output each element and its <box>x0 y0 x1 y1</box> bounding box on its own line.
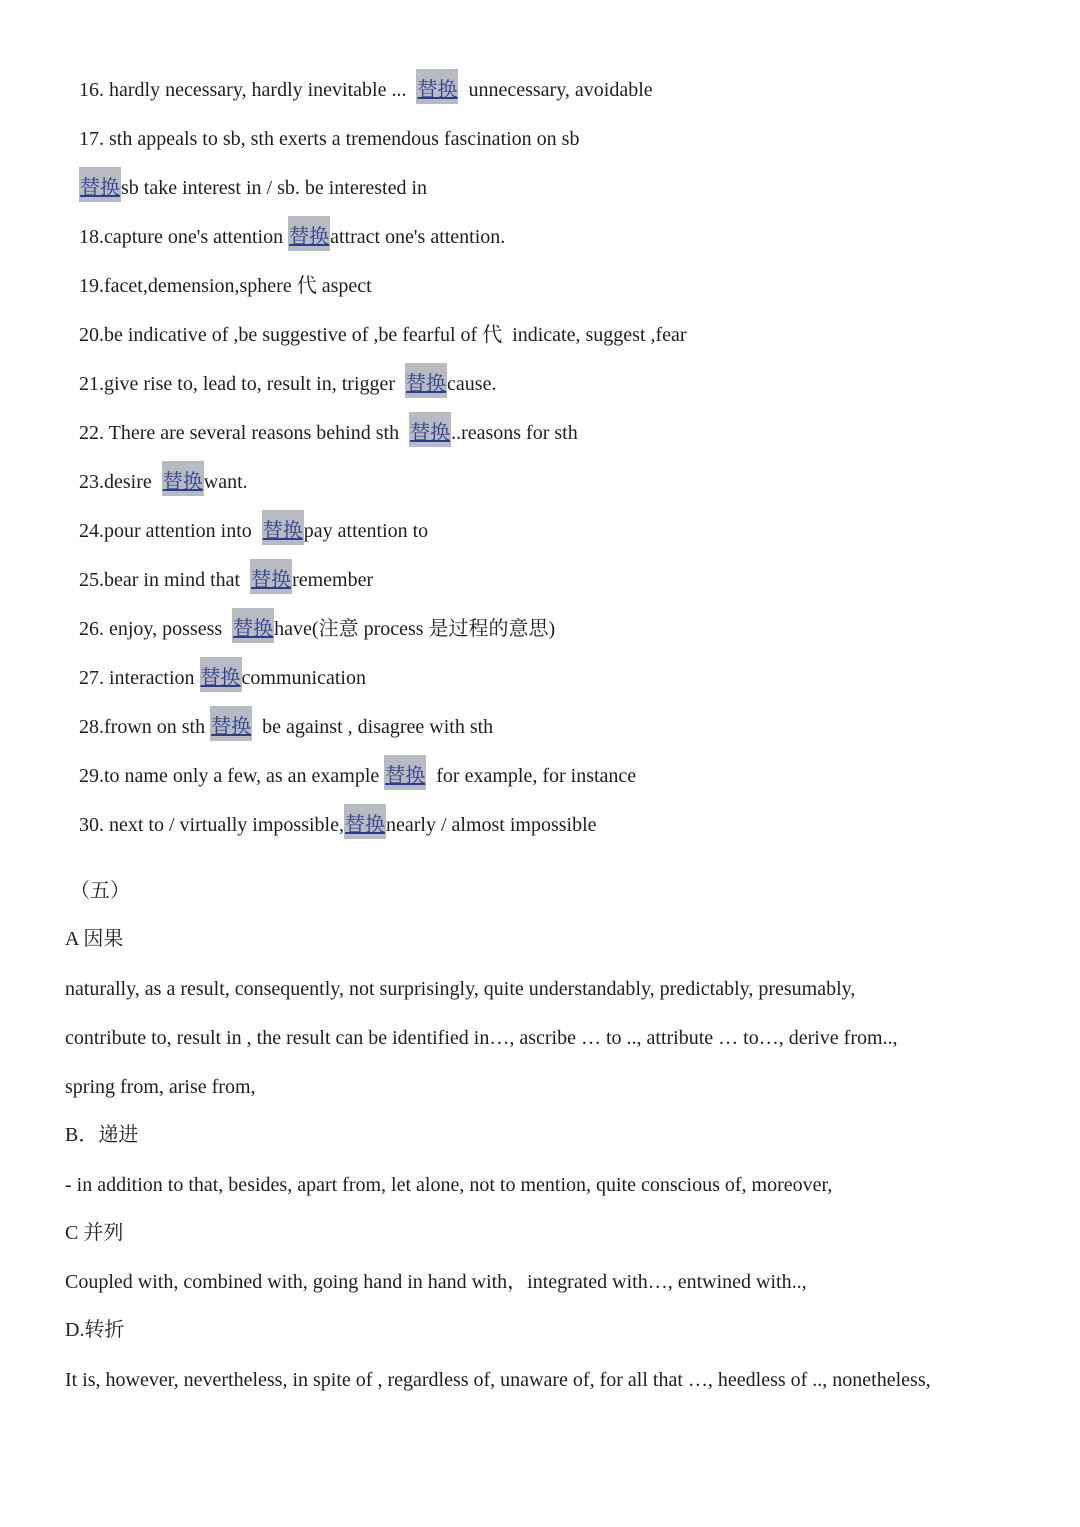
replace-tag: 替换 <box>344 804 386 839</box>
item-19 <box>79 274 372 298</box>
item-text: unnecessary, avoidable <box>458 79 653 101</box>
item-17-replacement <box>79 176 427 202</box>
item-text: communication <box>241 667 366 689</box>
d-line-1: It is, however, nevertheless, in spite of , regardless of, unaware of, for all that …, heedless of .., nonetheless, <box>65 1369 931 1391</box>
item-text: 26. enjoy, possess <box>79 618 233 640</box>
a-line-1: naturally, as a result, consequently, not surprisingly, quite understandably, predictably, presumably, <box>65 978 856 1000</box>
item-30 <box>79 813 597 839</box>
item-22 <box>79 421 578 447</box>
item-text: 25.bear in mind that <box>79 569 251 591</box>
item-text: 23.desire <box>79 471 162 493</box>
item-17 <box>79 127 579 151</box>
replace-tag: 替换 <box>262 510 304 545</box>
item-text: 27. interaction <box>79 667 200 689</box>
item-text: 22. There are several reasons behind sth <box>79 422 410 444</box>
item-text: want. <box>203 471 248 493</box>
item-25 <box>79 568 373 594</box>
item-text: have(注意 process 是过程的意思) <box>274 618 556 640</box>
item-text: ..reasons for sth <box>451 422 578 444</box>
item-text: attract one's attention. <box>330 226 506 248</box>
item-text: nearly / almost impossible <box>385 814 597 836</box>
item-text: sb take interest in / sb. be interested in <box>121 177 428 199</box>
item-text: 16. hardly necessary, hardly inevitable ... <box>79 79 417 101</box>
replace-tag: 替换 <box>405 363 447 398</box>
item-text: pay attention to <box>303 520 429 542</box>
item-text: cause. <box>447 373 497 395</box>
item-text: 18.capture one's attention <box>79 226 289 248</box>
replace-tag: 替换 <box>200 657 242 692</box>
replace-tag: 替换 <box>162 461 204 496</box>
c-line-1: Coupled with, combined with, going hand in hand with，integrated with…, entwined with.., <box>65 1271 807 1293</box>
replace-tag: 替换 <box>288 216 330 251</box>
replace-tag: 替换 <box>210 706 252 741</box>
item-23 <box>79 470 248 496</box>
a-line-2: contribute to, result in , the result can be identified in…, ascribe … to .., attribute … to…, derive from.., <box>65 1027 898 1049</box>
item-text: 19.facet,demension,sphere 代 aspect <box>79 275 372 297</box>
d-title: D.转折 <box>65 1319 125 1341</box>
item-text: 20.be indicative of ,be suggestive of ,be fearful of 代 indicate, suggest ,fear <box>79 324 687 346</box>
item-26 <box>79 617 555 643</box>
item-18 <box>79 225 505 251</box>
replace-tag: 替换 <box>409 412 451 447</box>
item-16 <box>79 78 653 104</box>
item-24 <box>79 519 428 545</box>
a-title: A 因果 <box>65 928 124 950</box>
item-text: 21.give rise to, lead to, result in, trigger <box>79 373 406 395</box>
replace-tag: 替换 <box>416 69 458 104</box>
c-title: C 并列 <box>65 1222 124 1244</box>
item-text: be against , disagree with sth <box>252 716 494 738</box>
replace-tag: 替换 <box>232 608 274 643</box>
item-text: 29.to name only a few, as an example <box>79 765 385 787</box>
section-heading: （五） <box>70 880 130 902</box>
replace-tag: 替换 <box>384 755 426 790</box>
item-20 <box>79 323 687 347</box>
b-line-1: - in addition to that, besides, apart from, let alone, not to mention, quite conscious of, moreover, <box>65 1174 833 1196</box>
item-28 <box>79 715 493 741</box>
item-text: 30. next to / virtually impossible, <box>79 814 344 836</box>
item-text: 24.pour attention into <box>79 520 262 542</box>
item-29 <box>79 764 636 790</box>
replace-tag: 替换 <box>250 559 292 594</box>
item-text: for example, for instance <box>426 765 637 787</box>
b-title: B．递进 <box>65 1124 139 1146</box>
a-line-3: spring from, arise from, <box>65 1076 256 1098</box>
item-text: 17. sth appeals to sb, sth exerts a tremendous fascination on sb <box>79 128 580 150</box>
item-21 <box>79 372 496 398</box>
replace-tag: 替换 <box>79 167 121 202</box>
item-text: remember <box>292 569 374 591</box>
item-text: 28.frown on sth <box>79 716 211 738</box>
item-27 <box>79 666 366 692</box>
